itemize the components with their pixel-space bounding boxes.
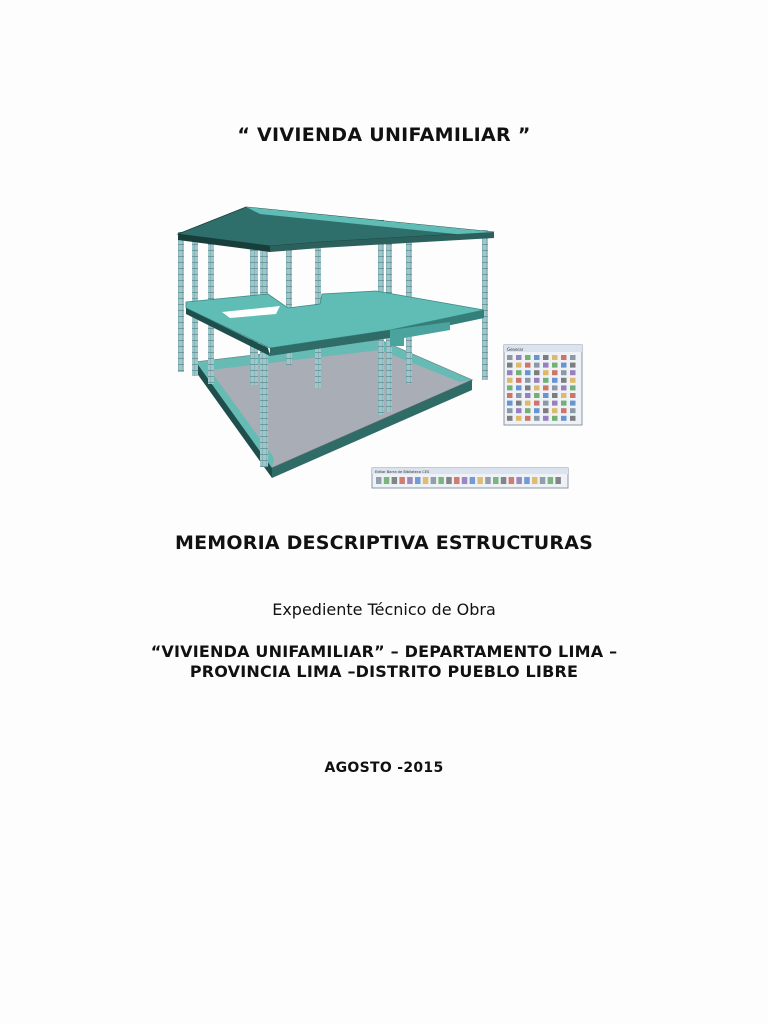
first-floor-slab: [186, 291, 484, 356]
toolbar-tool-icon: [423, 477, 429, 484]
palette-tool-icon: [561, 408, 567, 413]
palette-tool-icon: [534, 355, 540, 360]
palette-tool-icon: [543, 370, 549, 375]
top-title: “ VIVIENDA UNIFAMILIAR ”: [237, 124, 531, 146]
toolbar-tool-icon: [431, 477, 437, 484]
palette-tool-icon: [516, 393, 522, 398]
palette-tool-icon: [561, 416, 567, 421]
palette-tool-icon: [516, 401, 522, 406]
palette-tool-icon: [516, 416, 522, 421]
palette-tool-icon: [543, 363, 549, 368]
palette-tool-icon: [507, 401, 513, 406]
ground-slab: [196, 340, 472, 478]
palette-tool-icon: [534, 393, 540, 398]
palette-tool-icon: [516, 363, 522, 368]
palette-tool-icon: [534, 408, 540, 413]
palette-tool-icon: [561, 370, 567, 375]
palette-tool-icon: [507, 355, 513, 360]
toolbar-tool-icon: [415, 477, 421, 484]
palette-tool-icon: [552, 416, 558, 421]
toolbar-tool-icon: [407, 477, 413, 484]
palette-tool-icon: [525, 378, 531, 383]
toolbar-tool-icon: [454, 477, 460, 484]
palette-tool-icon: [570, 378, 576, 383]
toolbar-tool-icon: [555, 477, 561, 484]
palette-tool-icon: [570, 393, 576, 398]
palette-tool-icon: [507, 363, 513, 368]
palette-tool-icon: [552, 363, 558, 368]
palette-tool-icon: [570, 363, 576, 368]
palette-tool-icon: [525, 416, 531, 421]
palette-tool-icon: [525, 355, 531, 360]
toolbar-tool-icon: [548, 477, 554, 484]
palette-tool-icon: [534, 363, 540, 368]
toolbar-tool-icon: [516, 477, 522, 484]
palette-tool-icon: [507, 408, 513, 413]
toolbar-tool-icon: [540, 477, 546, 484]
toolbar-tool-icon: [384, 477, 390, 484]
toolbar-tool-icon: [470, 477, 476, 484]
toolbar-tool-icon: [399, 477, 405, 484]
palette-tool-icon: [552, 378, 558, 383]
palette-tool-icon: [552, 408, 558, 413]
palette-tool-icon: [516, 378, 522, 383]
palette-tool-icon: [543, 401, 549, 406]
project-line-1: “VIVIENDA UNIFAMILIAR” – DEPARTAMENTO LIMA –: [150, 642, 618, 661]
toolbar-tool-icon: [446, 477, 452, 484]
palette-tool-icon: [534, 385, 540, 390]
palette-tool-icon: [507, 393, 513, 398]
palette-tool-icon: [516, 355, 522, 360]
palette-tool-icon: [516, 370, 522, 375]
toolbar-tool-icon: [392, 477, 398, 484]
toolbar-tool-icon: [532, 477, 538, 484]
toolbar-tool-icon: [493, 477, 499, 484]
toolbar-tool-icon: [376, 477, 382, 484]
palette-tool-icon: [552, 385, 558, 390]
toolbar-tool-icon: [477, 477, 483, 484]
palette-tool-icon: [552, 401, 558, 406]
palette-tool-icon: [570, 385, 576, 390]
toolbar-tool-icon: [462, 477, 468, 484]
palette-tool-icon: [507, 416, 513, 421]
toolbar-tool-icon: [509, 477, 514, 484]
palette-tool-icon: [543, 408, 549, 413]
palette-tool-icon: [570, 401, 576, 406]
palette-tool-icon: [525, 393, 531, 398]
palette-tool-icon: [525, 370, 531, 375]
palette-tool-icon: [570, 408, 576, 413]
project-line-2: PROVINCIA LIMA –DISTRITO PUEBLO LIBRE: [189, 662, 579, 681]
palette-tool-icon: [561, 363, 567, 368]
toolbar-strip: [372, 468, 568, 488]
toolbar-tool-icon: [524, 477, 530, 484]
roof-slab: [178, 207, 494, 252]
palette-tool-icon: [570, 416, 576, 421]
palette-tool-icon: [543, 416, 549, 421]
palette-tool-icon: [534, 370, 540, 375]
palette-tool-icon: [552, 355, 558, 360]
palette-tool-icon: [570, 370, 576, 375]
date: AGOSTO -2015: [324, 760, 444, 776]
palette-tool-icon: [543, 355, 549, 360]
palette-tool-icon: [561, 355, 567, 360]
subtitle: Expediente Técnico de Obra: [272, 600, 496, 619]
palette-tool-icon: [561, 401, 567, 406]
palette-tool-icon: [525, 401, 531, 406]
palette-tool-icon: [534, 416, 540, 421]
toolbar-tool-icon: [438, 477, 444, 484]
palette-tool-icon: [543, 378, 549, 383]
palette-tool-icon: [570, 355, 576, 360]
palette-tool-icon: [561, 385, 567, 390]
palette-tool-icon: [507, 378, 513, 383]
palette-tool-icon: [516, 385, 522, 390]
palette-tool-icon: [525, 363, 531, 368]
palette-tool-icon: [534, 401, 540, 406]
palette-tool-icon: [516, 408, 522, 413]
palette-tool-icon: [561, 393, 567, 398]
structure-illustration: [150, 190, 590, 495]
palette-tool-icon: [507, 385, 513, 390]
main-title: MEMORIA DESCRIPTIVA ESTRUCTURAS: [175, 532, 593, 554]
palette-tool-icon: [534, 378, 540, 383]
palette-tool-icon: [543, 385, 549, 390]
toolbar-tool-icon: [501, 477, 507, 484]
palette-tool-icon: [561, 378, 567, 383]
toolbar-tool-icon: [485, 477, 491, 484]
palette-tool-icon: [525, 385, 531, 390]
toolbar-title: Editar Barra de Biblioteca CES: [375, 470, 430, 474]
palette-tool-icon: [552, 370, 558, 375]
palette-tool-icon: [525, 408, 531, 413]
tool-palette-window: [504, 345, 582, 425]
palette-tool-icon: [543, 393, 549, 398]
palette-tool-icon: [507, 370, 513, 375]
palette-tool-icon: [552, 393, 558, 398]
palette-title: Generar: [507, 347, 524, 352]
